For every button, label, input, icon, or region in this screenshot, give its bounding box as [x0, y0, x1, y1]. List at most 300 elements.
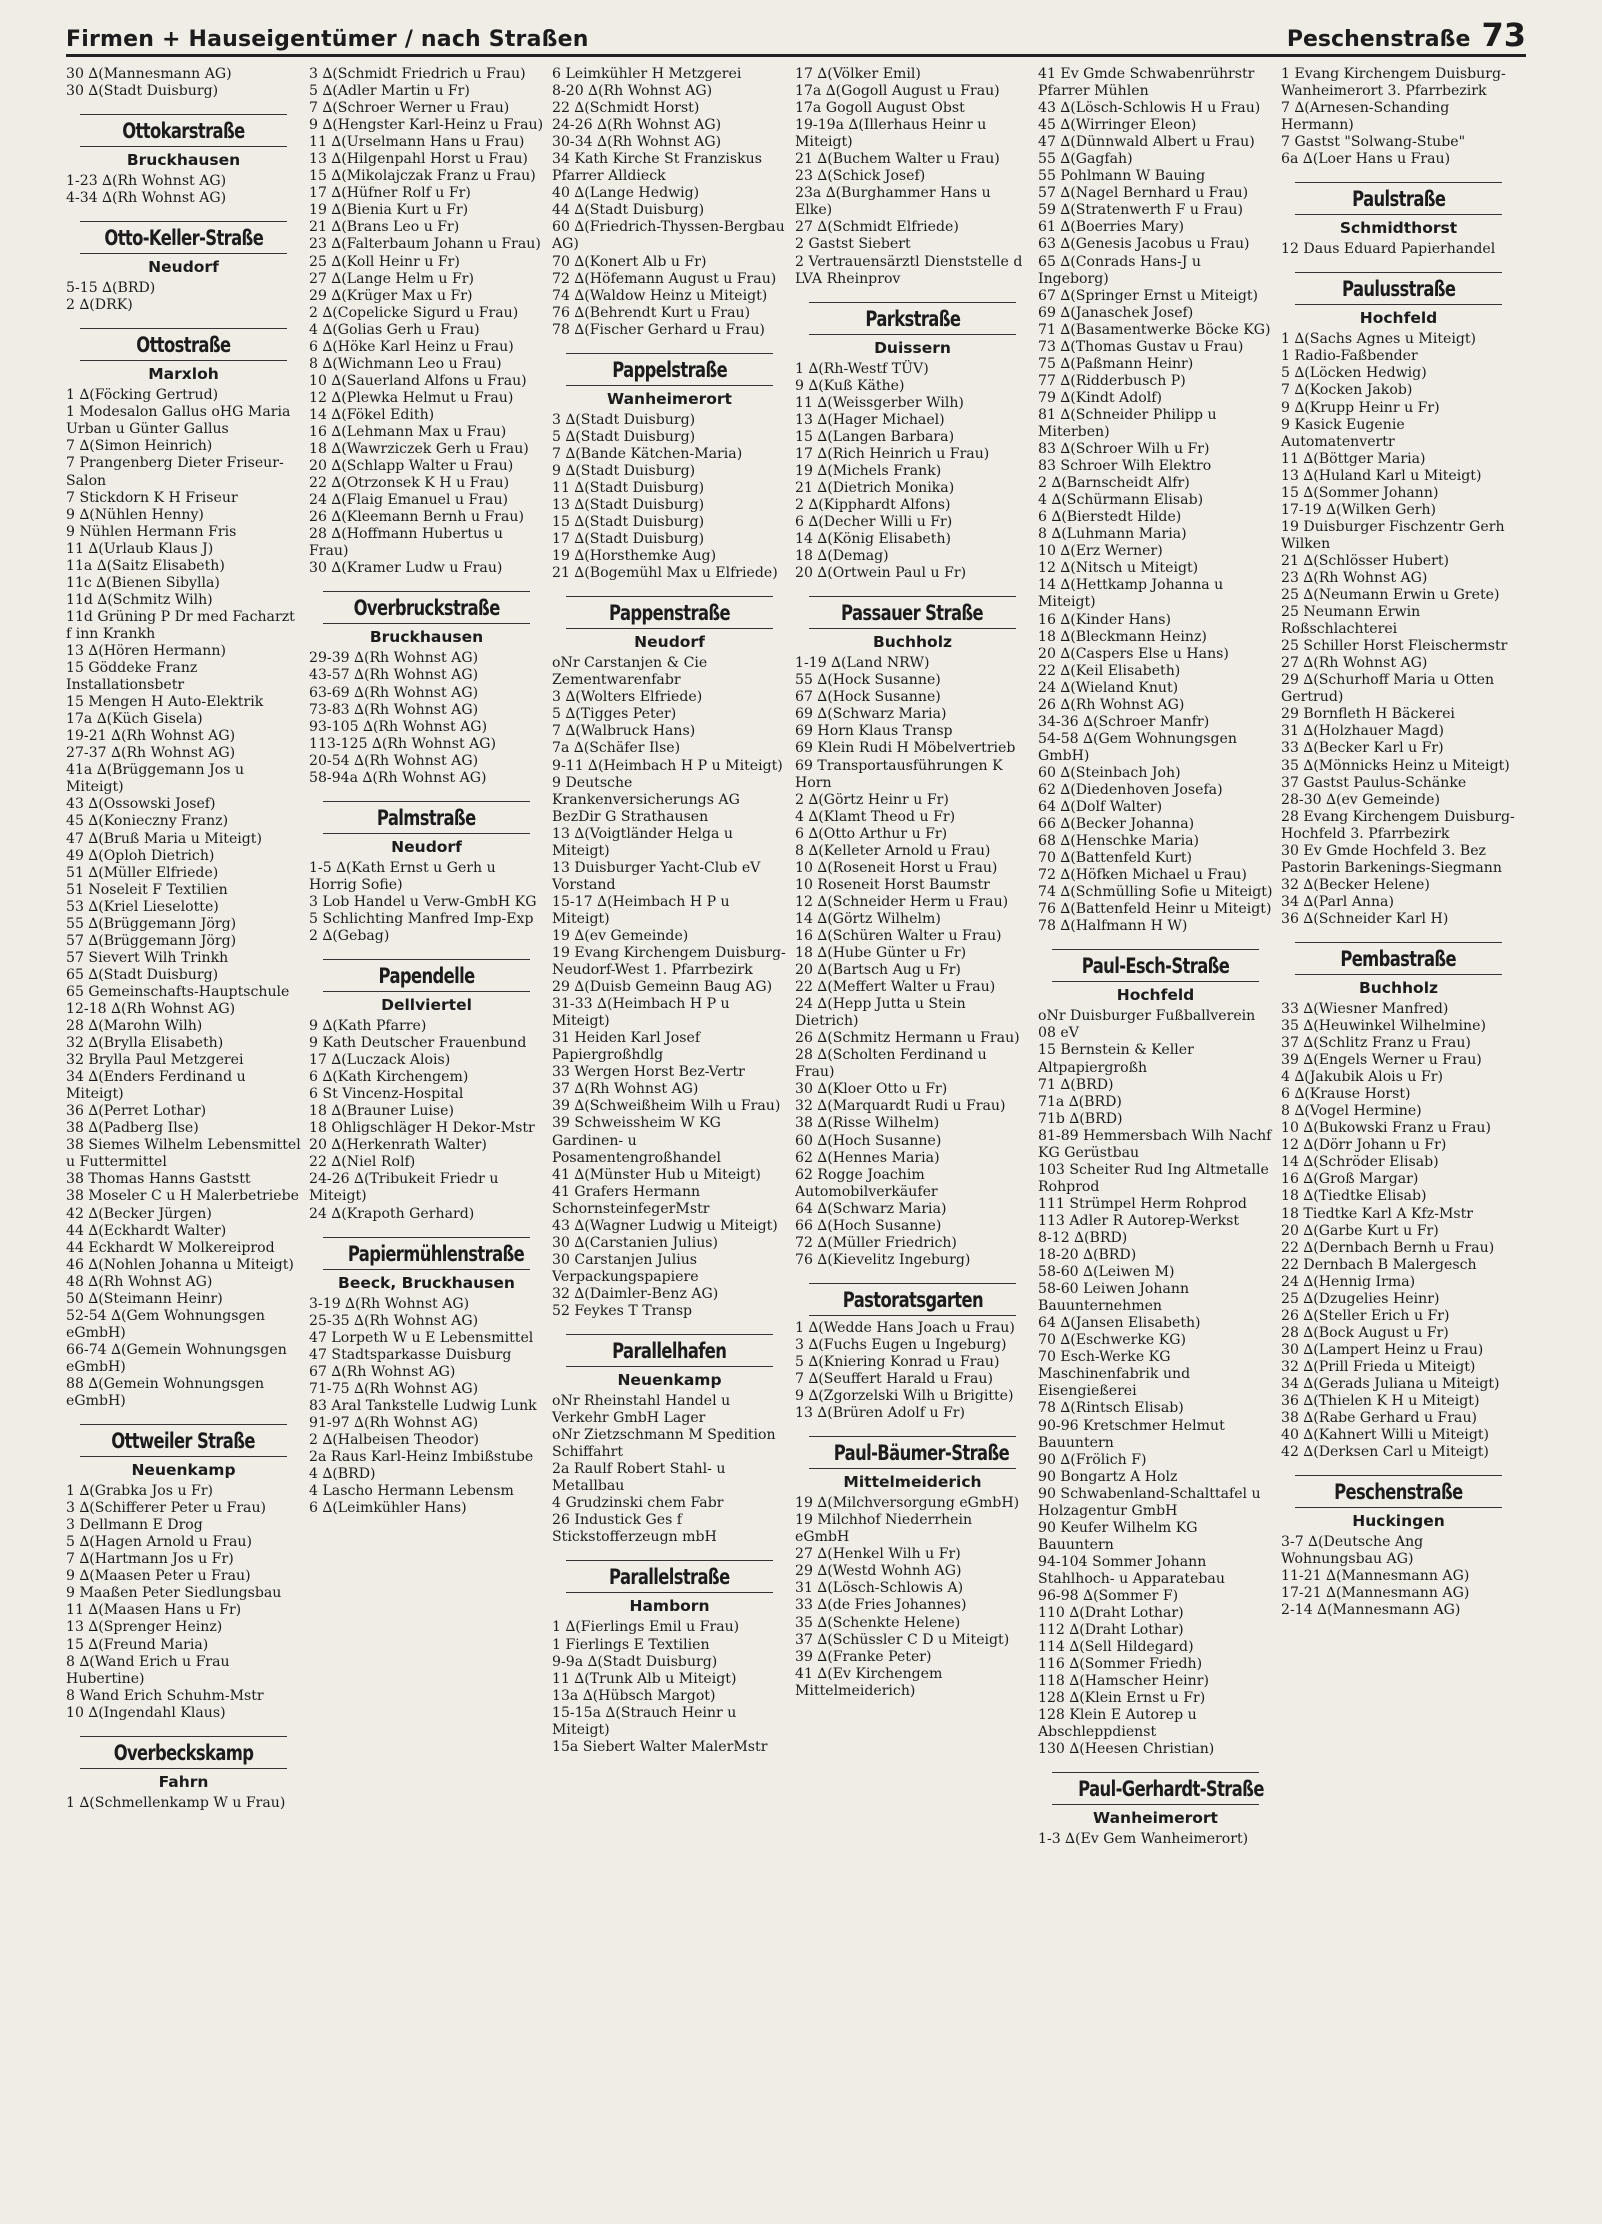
column-6	[1281, 66, 1516, 2216]
address-entry: 32 ∆(Becker Helene)	[1281, 876, 1430, 893]
address-entry: 42 ∆(Becker Jürgen)	[66, 1205, 212, 1222]
address-entry: 15 ∆(Stadt Duisburg)	[552, 514, 705, 531]
address-entry: 8 ∆(Wichmann Leo u Frau)	[309, 355, 502, 372]
address-entry: 8-20 ∆(Rh Wohnst AG)	[552, 83, 713, 100]
address-entry: 33 Wergen Horst Bez-Vertr	[552, 1064, 745, 1081]
address-entry: 55 ∆(Brüggemann Jörg)	[66, 915, 237, 932]
address-entry: 25 Schiller Horst Fleischermstr	[1281, 638, 1508, 655]
address-entry: 34 ∆(Enders Ferdinand u Miteigt)	[66, 1069, 251, 1103]
address-entry: 76 ∆(Battenfeld Heinr u Miteigt)	[1038, 901, 1272, 918]
district-name: Buchholz	[1358, 978, 1439, 997]
address-entry: 32 ∆(Brylla Elisabeth)	[66, 1035, 224, 1052]
district-name: Mittelmeiderich	[843, 1473, 982, 1492]
address-entry: 31-33 ∆(Heimbach H P u Miteigt)	[552, 996, 735, 1030]
address-entry: 30 ∆(Kramer Ludw u Frau)	[309, 560, 503, 577]
street-heading	[1295, 1475, 1502, 1508]
address-entry: 1-5 ∆(Kath Ernst u Gerh u Horrig Sofie)	[309, 859, 501, 893]
address-entry: 70 Esch-Werke KG Maschinenfabrik und Eisengießerei	[1038, 1349, 1195, 1400]
address-entry: 19 Evang Kirchengem Duisburg-Neudorf-West 1. Pfarrbezirk	[552, 945, 786, 979]
address-entry: 20 ∆(Caspers Else u Hans)	[1038, 645, 1229, 662]
address-entry: 9 Deutsche Krankenversicherungs AG BezDir G Strathausen	[552, 774, 745, 825]
address-entry: 16 ∆(Groß Margar)	[1281, 1171, 1419, 1188]
address-entry: 1 ∆(Sachs Agnes u Miteigt)	[1281, 331, 1477, 348]
address-entry: 15a Siebert Walter MalerMstr	[552, 1738, 768, 1755]
address-entry: 58-94a ∆(Rh Wohnst AG)	[309, 769, 487, 786]
address-entry: 6a ∆(Loer Hans u Frau)	[1281, 151, 1451, 168]
address-entry: 11 ∆(Böttger Maria)	[1281, 450, 1426, 467]
address-entry: 27 ∆(Schmidt Elfriede)	[795, 219, 959, 236]
address-entry: 7 Prangenberg Dieter Friseur-Salon	[66, 455, 284, 489]
address-entry: 77 ∆(Ridderbusch P)	[1038, 372, 1186, 389]
address-entry: 65 ∆(Conrads Hans-J u Ingeborg)	[1038, 253, 1206, 287]
street-name: Paulstraße	[1351, 187, 1446, 212]
address-entry: 40 ∆(Lange Hedwig)	[552, 185, 700, 202]
address-entry: 18 ∆(Tiedtke Elisab)	[1281, 1188, 1427, 1205]
address-entry: 14 ∆(Schröder Elisab)	[1281, 1154, 1439, 1171]
address-entry: 2a Raus Karl-Heinz Imbißstube	[309, 1449, 534, 1465]
address-entry: 33 ∆(de Fries Johannes)	[795, 1597, 967, 1614]
address-entry: 69 ∆(Schwarz Maria)	[795, 706, 947, 723]
address-entry: 43-57 ∆(Rh Wohnst AG)	[309, 667, 479, 684]
address-entry: 81-89 Hemmersbach Wilh Nachf KG Gerüstbau	[1038, 1127, 1276, 1161]
address-entry: 1-19 ∆(Land NRW)	[795, 655, 930, 672]
column-2	[309, 66, 544, 2216]
address-entry: 6 ∆(Bierstedt Hilde)	[1038, 509, 1182, 526]
address-entry: 96-98 ∆(Sommer F)	[1038, 1587, 1179, 1604]
address-entry: 29 ∆(Duisb Gemeinn Baug AG)	[552, 979, 773, 996]
address-entry: 3 Lob Handel u Verw-GmbH KG	[309, 893, 537, 910]
street-heading	[323, 1237, 530, 1270]
address-entry: 44 ∆(Eckhardt Walter)	[66, 1222, 227, 1239]
address-entry: 5 ∆(Hagen Arnold u Frau)	[66, 1534, 252, 1551]
street-name: Peschenstraße	[1334, 1480, 1463, 1505]
street-heading	[566, 1334, 773, 1367]
address-entry: oNr Rheinstahl Handel u Verkehr GmbH Lager	[552, 1393, 735, 1427]
address-entry: 22 ∆(Otrzonsek K H u Frau)	[309, 475, 510, 492]
address-entry: 28-30 ∆(ev Gemeinde)	[1281, 791, 1440, 808]
address-entry: 18 ∆(Wawrziczek Gerh u Frau)	[309, 441, 529, 458]
address-entry: 30 ∆(Stadt Duisburg)	[66, 83, 219, 100]
address-entry: 24-26 ∆(Tribukeit Friedr u Miteigt)	[309, 1171, 503, 1205]
address-entry: 26 ∆(Kleemann Bernh u Frau)	[309, 509, 524, 526]
address-entry: 31 Heiden Karl Josef Papiergroßhdlg	[552, 1030, 705, 1064]
address-entry: 39 ∆(Engels Werner u Frau)	[1281, 1052, 1482, 1069]
address-entry: 25 ∆(Dzugelies Heinr)	[1281, 1290, 1440, 1307]
address-entry: 14 ∆(Hettkamp Johanna u Miteigt)	[1038, 577, 1228, 611]
address-entry: 22 ∆(Niel Rolf)	[309, 1154, 416, 1171]
address-entry: 59 ∆(Stratenwerth F u Frau)	[1038, 202, 1243, 219]
address-entry: 26 ∆(Rh Wohnst AG)	[1038, 696, 1185, 713]
address-entry: 11 ∆(Maasen Hans u Fr)	[66, 1602, 242, 1619]
address-entry: 50 ∆(Steimann Heinr)	[66, 1290, 223, 1307]
address-entry: 70 ∆(Eschwerke KG)	[1038, 1332, 1187, 1349]
address-entry: 22 Dernbach B Malergesch	[1281, 1256, 1477, 1273]
address-entry: 21 ∆(Brans Leo u Fr)	[309, 219, 460, 236]
district-name: Hochfeld	[1116, 986, 1195, 1005]
address-entry: 69 Klein Rudi H Möbelvertrieb	[795, 740, 1016, 757]
address-entry: 30 ∆(Mannesmann AG)	[66, 66, 232, 82]
address-entry: 29 ∆(Krüger Max u Fr)	[309, 287, 473, 304]
address-entry: 1 ∆(Föcking Gertrud)	[66, 387, 219, 404]
address-entry: 9 ∆(Maasen Peter u Frau)	[66, 1568, 251, 1585]
column-4	[795, 66, 1030, 2216]
address-entry: 62 ∆(Diedenhoven Josefa)	[1038, 781, 1223, 798]
address-entry: 20 ∆(Bartsch Aug u Fr)	[795, 962, 961, 979]
address-entry: 15-17 ∆(Heimbach H P u Miteigt)	[552, 893, 735, 927]
address-entry: 38 Thomas Hanns Gaststt	[66, 1171, 251, 1188]
street-heading	[80, 1736, 287, 1769]
street-name: Papiermühlenstraße	[347, 1241, 525, 1266]
address-entry: 30 Carstanjen Julius Verpackungspapiere	[552, 1251, 702, 1285]
address-entry: 64 ∆(Jansen Elisabeth)	[1038, 1315, 1201, 1332]
address-entry: 12-18 ∆(Rh Wohnst AG)	[66, 1000, 236, 1017]
address-entry: 57 ∆(Brüggemann Jörg)	[66, 932, 237, 949]
address-entry: 60 ∆(Friedrich-Thyssen-Bergbau AG)	[552, 219, 790, 253]
address-entry: 7 ∆(Bande Kätchen-Maria)	[552, 445, 743, 462]
address-entry: 17-19 ∆(Wilken Gerh)	[1281, 501, 1437, 518]
address-entry: 41 Ev Gmde Schwabenrührstr Pfarrer Mühlen	[1038, 66, 1259, 100]
address-entry: 72 ∆(Höfken Michael u Frau)	[1038, 867, 1247, 884]
address-entry: 17 ∆(Stadt Duisburg)	[552, 531, 705, 548]
district-name: Hochfeld	[1359, 309, 1438, 328]
address-entry: 13 ∆(Voigtländer Helga u Miteigt)	[552, 825, 738, 859]
header-street: Peschenstraße	[1286, 27, 1471, 52]
address-entry: 17 ∆(Luczack Alois)	[309, 1052, 451, 1069]
address-entry: 24 ∆(Wieland Knut)	[1038, 679, 1179, 696]
address-entry: 19 Milchhof Niederrhein eGmbH	[795, 1512, 977, 1546]
address-entry: 2 ∆(Barnscheidt Alfr)	[1038, 475, 1190, 492]
address-entry: 5 ∆(Stadt Duisburg)	[552, 428, 696, 445]
street-heading	[323, 801, 530, 834]
street-heading	[1052, 1772, 1264, 1805]
street-name: Paulusstraße	[1341, 277, 1456, 302]
address-entry: 7 ∆(Arnesen-Schanding Hermann)	[1281, 100, 1454, 134]
street-heading	[80, 1424, 287, 1457]
district-name: Fahrn	[158, 1772, 209, 1791]
district-name: Neuenkamp	[131, 1461, 236, 1480]
address-entry: 24 ∆(Hepp Jutta u Stein Dietrich)	[795, 996, 971, 1030]
address-entry: 52 Feykes T Transp	[552, 1303, 693, 1319]
street-heading	[809, 1283, 1016, 1316]
address-entry: 2 Gastst Siebert	[795, 236, 911, 253]
address-entry: 30-34 ∆(Rh Wohnst AG)	[552, 134, 722, 151]
district-name: Wanheimerort	[1093, 1809, 1218, 1828]
address-entry: 18 Tiedtke Karl A Kfz-Mstr	[1281, 1205, 1474, 1222]
address-entry: 6 ∆(Kath Kirchengem)	[309, 1069, 469, 1086]
address-entry: 24-26 ∆(Rh Wohnst AG)	[552, 117, 722, 134]
address-entry: 37 ∆(Schüssler C D u Miteigt)	[795, 1631, 1010, 1648]
district-name: Neuenkamp	[617, 1371, 722, 1390]
address-entry: 112 ∆(Draht Lothar)	[1038, 1622, 1184, 1639]
address-entry: 12 Daus Eduard Papierhandel	[1281, 241, 1496, 258]
address-entry: 41 ∆(Münster Hub u Miteigt)	[552, 1166, 761, 1183]
address-entry: 22 ∆(Schmidt Horst)	[552, 100, 700, 117]
address-entry: 45 ∆(Konieczny Franz)	[66, 813, 229, 830]
district-name: Wanheimerort	[607, 389, 732, 408]
street-name: Pappelstraße	[612, 357, 727, 382]
district-name: Marxloh	[148, 365, 219, 384]
address-entry: oNr Zietzschmann M Spedition Schiffahrt	[552, 1427, 781, 1461]
address-entry: 7 ∆(Walbruck Hans)	[552, 723, 696, 740]
address-entry: 39 ∆(Schweißheim Wilh u Frau)	[552, 1098, 781, 1115]
district-name: Bruckhausen	[369, 628, 484, 647]
address-entry: 2 Vertrauensärztl Dienststelle d LVA Rheinprov	[795, 253, 1027, 287]
street-name: Parkstraße	[865, 306, 960, 331]
directory-columns	[66, 66, 1526, 2216]
street-name: Parallelstraße	[609, 1565, 730, 1590]
address-entry: 6 ∆(Decher Willi u Fr)	[795, 514, 953, 531]
address-entry: 39 Schweissheim W KG Gardinen- u Posamentengroßhandel	[552, 1115, 726, 1166]
address-entry: 1 Evang Kirchengem Duisburg-Wanheimerort 3. Pfarrbezirk	[1281, 66, 1506, 100]
district-name: Huckingen	[1352, 1512, 1445, 1531]
address-entry: 16 ∆(Lehmann Max u Frau)	[309, 423, 507, 440]
district-name: Buchholz	[872, 633, 953, 652]
address-entry: 21 ∆(Buchem Walter u Frau)	[795, 151, 1000, 168]
address-entry: 9 ∆(Kuß Käthe)	[795, 377, 905, 394]
address-entry: 58-60 Leiwen Johann Bauunternehmen	[1038, 1281, 1194, 1315]
address-entry: oNr Duisburger Fußballverein 08 eV	[1038, 1008, 1260, 1042]
address-entry: 36 ∆(Thielen K H u Miteigt)	[1281, 1393, 1480, 1410]
address-entry: 6 ∆(Höke Karl Heinz u Frau)	[309, 338, 514, 355]
address-entry: 18 Ohligschläger H Dekor-Mstr	[309, 1120, 535, 1137]
address-entry: 3-19 ∆(Rh Wohnst AG)	[309, 1295, 470, 1312]
address-entry: 38 ∆(Padberg Ilse)	[66, 1120, 199, 1137]
page-header	[66, 14, 1526, 57]
address-entry: 5 ∆(Tigges Peter)	[552, 706, 677, 723]
address-entry: 39 ∆(Franke Peter)	[795, 1648, 932, 1665]
address-entry: 10 Roseneit Horst Baumstr	[795, 876, 990, 893]
address-entry: 22 ∆(Keil Elisabeth)	[1038, 662, 1181, 679]
address-entry: 69 Transportausführungen K Horn	[795, 757, 1008, 791]
address-entry: 40 ∆(Kahnert Willi u Miteigt)	[1281, 1427, 1489, 1444]
address-entry: 19-19a ∆(Illerhaus Heinr u Miteigt)	[795, 117, 991, 151]
address-entry: 34 Kath Kirche St Franziskus Pfarrer Alldieck	[552, 151, 767, 185]
address-entry: 79 ∆(Kindt Adolf)	[1038, 389, 1162, 406]
address-entry: 30 Ev Gmde Hochfeld 3. Bez Pastorin Barkenings-Siegmann	[1281, 842, 1502, 876]
address-entry: 16 ∆(Schüren Walter u Frau)	[795, 927, 1002, 944]
address-entry: 29 Bornfleth H Bäckerei	[1281, 706, 1455, 723]
address-entry: 18 ∆(Bleckmann Heinz)	[1038, 628, 1207, 645]
address-entry: 27-37 ∆(Rh Wohnst AG)	[66, 745, 236, 762]
address-entry: 5-15 ∆(BRD)	[66, 280, 156, 297]
address-entry: 34 ∆(Gerads Juliana u Miteigt)	[1281, 1376, 1500, 1392]
address-entry: 9 ∆(Krupp Heinr u Fr)	[1281, 399, 1440, 416]
address-entry: 12 ∆(Dörr Johann u Fr)	[1281, 1137, 1447, 1154]
address-entry: 12 ∆(Schneider Herm u Frau)	[795, 893, 1009, 910]
address-entry: 4 ∆(Jakubik Alois u Fr)	[1281, 1069, 1443, 1086]
street-name: Ottostraße	[136, 333, 231, 358]
address-entry: 51 Noseleit F Textilien	[66, 881, 228, 898]
address-entry: 20 ∆(Schlapp Walter u Frau)	[309, 458, 514, 475]
address-entry: 30 ∆(Carstanien Julius)	[552, 1234, 719, 1251]
district-name: Bruckhausen	[126, 151, 241, 170]
address-entry: 57 ∆(Nagel Bernhard u Frau)	[1038, 185, 1249, 202]
address-entry: 71 ∆(Basamentwerke Böcke KG)	[1038, 321, 1271, 338]
column-1	[66, 66, 306, 2216]
district-name: Neudorf	[148, 258, 219, 277]
address-entry: 66-74 ∆(Gemein Wohnungsgen eGmbH)	[66, 1341, 292, 1375]
address-entry: 17 ∆(Völker Emil)	[795, 66, 921, 82]
address-entry: 49 ∆(Oploh Dietrich)	[66, 847, 215, 864]
street-heading	[809, 1436, 1016, 1469]
address-entry: 78 ∆(Rintsch Elisab)	[1038, 1400, 1184, 1417]
address-entry: 21 ∆(Bogemühl Max u Elfriede)	[552, 565, 778, 582]
address-entry: 73 ∆(Thomas Gustav u Frau)	[1038, 338, 1244, 355]
address-entry: 27 ∆(Henkel Wilh u Fr)	[795, 1546, 961, 1563]
street-name: Palmstraße	[377, 805, 476, 830]
address-entry: 19 ∆(Horsthemke Aug)	[552, 548, 717, 565]
address-entry: 23a ∆(Burghammer Hans u Elke)	[795, 185, 996, 219]
street-heading	[566, 596, 773, 629]
street-name: Pastoratsgarten	[842, 1287, 983, 1312]
address-entry: 65 ∆(Stadt Duisburg)	[66, 966, 219, 983]
address-entry: 43 ∆(Wagner Ludwig u Miteigt)	[552, 1217, 778, 1234]
address-entry: 13 ∆(Stadt Duisburg)	[552, 496, 705, 513]
address-entry: 1 Fierlings E Textilien	[552, 1636, 710, 1653]
address-entry: oNr Carstanjen & Cie Zementwarenfabr	[552, 655, 712, 689]
address-entry: 25 ∆(Koll Heinr u Fr)	[309, 253, 460, 270]
address-entry: 11d ∆(Schmitz Wilh)	[66, 591, 213, 608]
address-entry: 11 ∆(Weissgerber Wilh)	[795, 394, 964, 411]
address-entry: 43 ∆(Lösch-Schlowis H u Frau)	[1038, 100, 1261, 117]
address-entry: 9 Maaßen Peter Siedlungsbau	[66, 1585, 282, 1602]
street-heading	[80, 114, 287, 147]
address-entry: 7 ∆(Simon Heinrich)	[66, 438, 213, 455]
address-entry: 15 Göddeke Franz Installationsbetr	[66, 660, 202, 694]
address-entry: 72 ∆(Müller Friedrich)	[795, 1234, 957, 1251]
address-entry: 76 ∆(Behrendt Kurt u Frau)	[552, 304, 751, 321]
address-entry: 38 Moseler C u H Malerbetriebe	[66, 1188, 299, 1205]
address-entry: 28 ∆(Scholten Ferdinand u Frau)	[795, 1047, 992, 1081]
address-entry: 3 ∆(Schmidt Friedrich u Frau)	[309, 66, 526, 82]
address-entry: 13 ∆(Hilgenpahl Horst u Frau)	[309, 151, 528, 168]
address-entry: 23 ∆(Rh Wohnst AG)	[1281, 569, 1428, 586]
address-entry: 62 Rogge Joachim Automobilverkäufer	[795, 1166, 938, 1200]
address-entry: 42 ∆(Derksen Carl u Miteigt)	[1281, 1444, 1489, 1461]
address-entry: 6 Leimkühler H Metzgerei	[552, 66, 742, 82]
address-entry: 67 ∆(Springer Ernst u Miteigt)	[1038, 287, 1259, 304]
address-entry: 91-97 ∆(Rh Wohnst AG)	[309, 1414, 479, 1431]
street-name: Parallelhafen	[612, 1339, 727, 1364]
address-entry: 71-75 ∆(Rh Wohnst AG)	[309, 1380, 479, 1397]
address-entry: 4 Lascho Hermann Lebensm	[309, 1483, 514, 1500]
address-entry: 33 ∆(Becker Karl u Fr)	[1281, 740, 1444, 757]
address-entry: 26 ∆(Schmitz Hermann u Frau)	[795, 1030, 1020, 1047]
address-entry: 53 ∆(Kriel Lieselotte)	[66, 898, 219, 915]
street-heading	[323, 591, 530, 624]
address-entry: 2-14 ∆(Mannesmann AG)	[1281, 1602, 1461, 1619]
address-entry: 1-3 ∆(Ev Gem Wanheimerort)	[1038, 1831, 1249, 1848]
address-entry: 38 ∆(Rabe Gerhard u Frau)	[1281, 1410, 1478, 1427]
address-entry: 27 ∆(Lange Helm u Fr)	[309, 270, 474, 287]
address-entry: 32 ∆(Daimler-Benz AG)	[552, 1285, 719, 1302]
address-entry: 15 ∆(Mikolajczak Franz u Frau)	[309, 168, 536, 185]
address-entry: 20-54 ∆(Rh Wohnst AG)	[309, 752, 479, 769]
address-entry: 13 ∆(Brüren Adolf u Fr)	[795, 1405, 966, 1422]
address-entry: 12 ∆(Plewka Helmut u Frau)	[309, 389, 514, 406]
address-entry: 14 ∆(Görtz Wilhelm)	[795, 910, 941, 927]
address-entry: 74 ∆(Schmülling Sofie u Miteigt)	[1038, 884, 1273, 901]
district-name: Hamborn	[629, 1597, 710, 1616]
address-entry: 75 ∆(Paßmann Heinr)	[1038, 355, 1194, 372]
address-entry: 67 ∆(Hock Susanne)	[795, 689, 941, 706]
address-entry: 25 ∆(Neumann Erwin u Grete)	[1281, 587, 1500, 604]
address-entry: 28 Evang Kirchengem Duisburg-Hochfeld 3. Pfarrbezirk	[1281, 808, 1515, 842]
street-name: Papendelle	[378, 964, 475, 989]
address-entry: 70 ∆(Konert Alb u Fr)	[552, 253, 707, 270]
address-entry: 28 ∆(Marohn Wilh)	[66, 1018, 203, 1035]
address-entry: 83 Aral Tankstelle Ludwig Lunk	[309, 1397, 537, 1414]
address-entry: 17 ∆(Rich Heinrich u Frau)	[795, 445, 990, 462]
address-entry: 47 Stadtsparkasse Duisburg	[309, 1346, 512, 1363]
address-entry: 17 ∆(Hüfner Rolf u Fr)	[309, 185, 471, 202]
address-entry: 9 Nühlen Hermann Fris	[66, 523, 237, 540]
address-entry: 90 Schwabenland-Schalttafel u Holzagentur GmbH	[1038, 1485, 1266, 1519]
address-entry: 19 ∆(ev Gemeinde)	[552, 927, 689, 944]
address-entry: 32 ∆(Prill Frieda u Miteigt)	[1281, 1358, 1476, 1375]
address-entry: 72 ∆(Höfemann August u Frau)	[552, 270, 777, 287]
address-entry: 8 Wand Erich Schuhm-Mstr	[66, 1687, 264, 1704]
address-entry: 47 ∆(Bruß Maria u Miteigt)	[66, 830, 262, 847]
address-entry: 8 ∆(Wand Erich u Frau Hubertine)	[66, 1653, 235, 1687]
address-entry: 3-7 ∆(Deutsche Ang Wohnungsbau AG)	[1281, 1534, 1428, 1568]
address-entry: 65 Gemeinschafts-Hauptschule	[66, 983, 290, 1000]
address-entry: 41a ∆(Brüggemann Jos u Miteigt)	[66, 762, 249, 796]
address-entry: 9 ∆(Stadt Duisburg)	[552, 462, 696, 479]
district-name: Neudorf	[634, 633, 705, 652]
address-entry: 7a ∆(Schäfer Ilse)	[552, 740, 681, 757]
address-entry: 8 ∆(Luhmann Maria)	[1038, 526, 1187, 543]
address-entry: 62 ∆(Hennes Maria)	[795, 1149, 940, 1166]
address-entry: 10 ∆(Erz Werner)	[1038, 543, 1163, 560]
address-entry: 4 Grudzinski chem Fabr	[552, 1495, 724, 1512]
address-entry: 28 ∆(Hoffmann Hubertus u Frau)	[309, 526, 508, 560]
address-entry: 10 ∆(Sauerland Alfons u Frau)	[309, 372, 527, 389]
address-entry: 111 Strümpel Herm Rohprod	[1038, 1195, 1247, 1212]
address-entry: 31 ∆(Lösch-Schlowis A)	[795, 1580, 964, 1597]
address-entry: 27 ∆(Rh Wohnst AG)	[1281, 655, 1428, 672]
street-name: Pappenstraße	[609, 601, 730, 626]
address-entry: 55 ∆(Gagfah)	[1038, 151, 1133, 168]
address-entry: 6 ∆(Otto Arthur u Fr)	[795, 825, 948, 842]
address-entry: 94-104 Sommer Johann Stahlhoch- u Apparatebau	[1038, 1553, 1225, 1587]
address-entry: 2 ∆(Kipphardt Alfons)	[795, 496, 951, 513]
address-entry: 19 ∆(Michels Frank)	[795, 462, 942, 479]
address-entry: 19 Duisburger Fischzentr Gerh Wilken	[1281, 518, 1510, 552]
address-entry: 71 ∆(BRD)	[1038, 1076, 1114, 1093]
address-entry: 55 Pohlmann W Bauing	[1038, 168, 1206, 185]
address-entry: 13 ∆(Hören Hermann)	[66, 642, 226, 659]
address-entry: 19 ∆(Milchversorgung eGmbH)	[795, 1495, 1020, 1512]
page-number: 73	[1481, 16, 1526, 54]
address-entry: 25 Neumann Erwin Roßschlachterei	[1281, 604, 1425, 638]
address-entry: 21 ∆(Dietrich Monika)	[795, 479, 955, 496]
address-entry: 9 Kath Deutscher Frauenbund	[309, 1035, 527, 1052]
address-entry: 34-36 ∆(Schroer Manfr)	[1038, 713, 1210, 730]
address-entry: 7 ∆(Seuffert Harald u Frau)	[795, 1371, 993, 1388]
address-entry: 35 ∆(Mönnicks Heinz u Miteigt)	[1281, 757, 1510, 774]
address-entry: 17-21 ∆(Mannesmann AG)	[1281, 1585, 1470, 1602]
address-entry: 15 ∆(Langen Barbara)	[795, 428, 955, 445]
address-entry: 13 ∆(Hager Michael)	[795, 411, 945, 428]
address-entry: 10 ∆(Bukowski Franz u Frau)	[1281, 1120, 1491, 1137]
address-entry: 14 ∆(König Elisabeth)	[795, 531, 952, 548]
address-entry: 7 Gastst "Solwang-Stube"	[1281, 134, 1466, 151]
address-entry: 76 ∆(Kievelitz Ingeburg)	[795, 1251, 971, 1268]
street-heading	[566, 1560, 773, 1593]
address-entry: 12 ∆(Nitsch u Miteigt)	[1038, 560, 1199, 577]
street-name: Paul-Esch-Straße	[1081, 954, 1230, 979]
